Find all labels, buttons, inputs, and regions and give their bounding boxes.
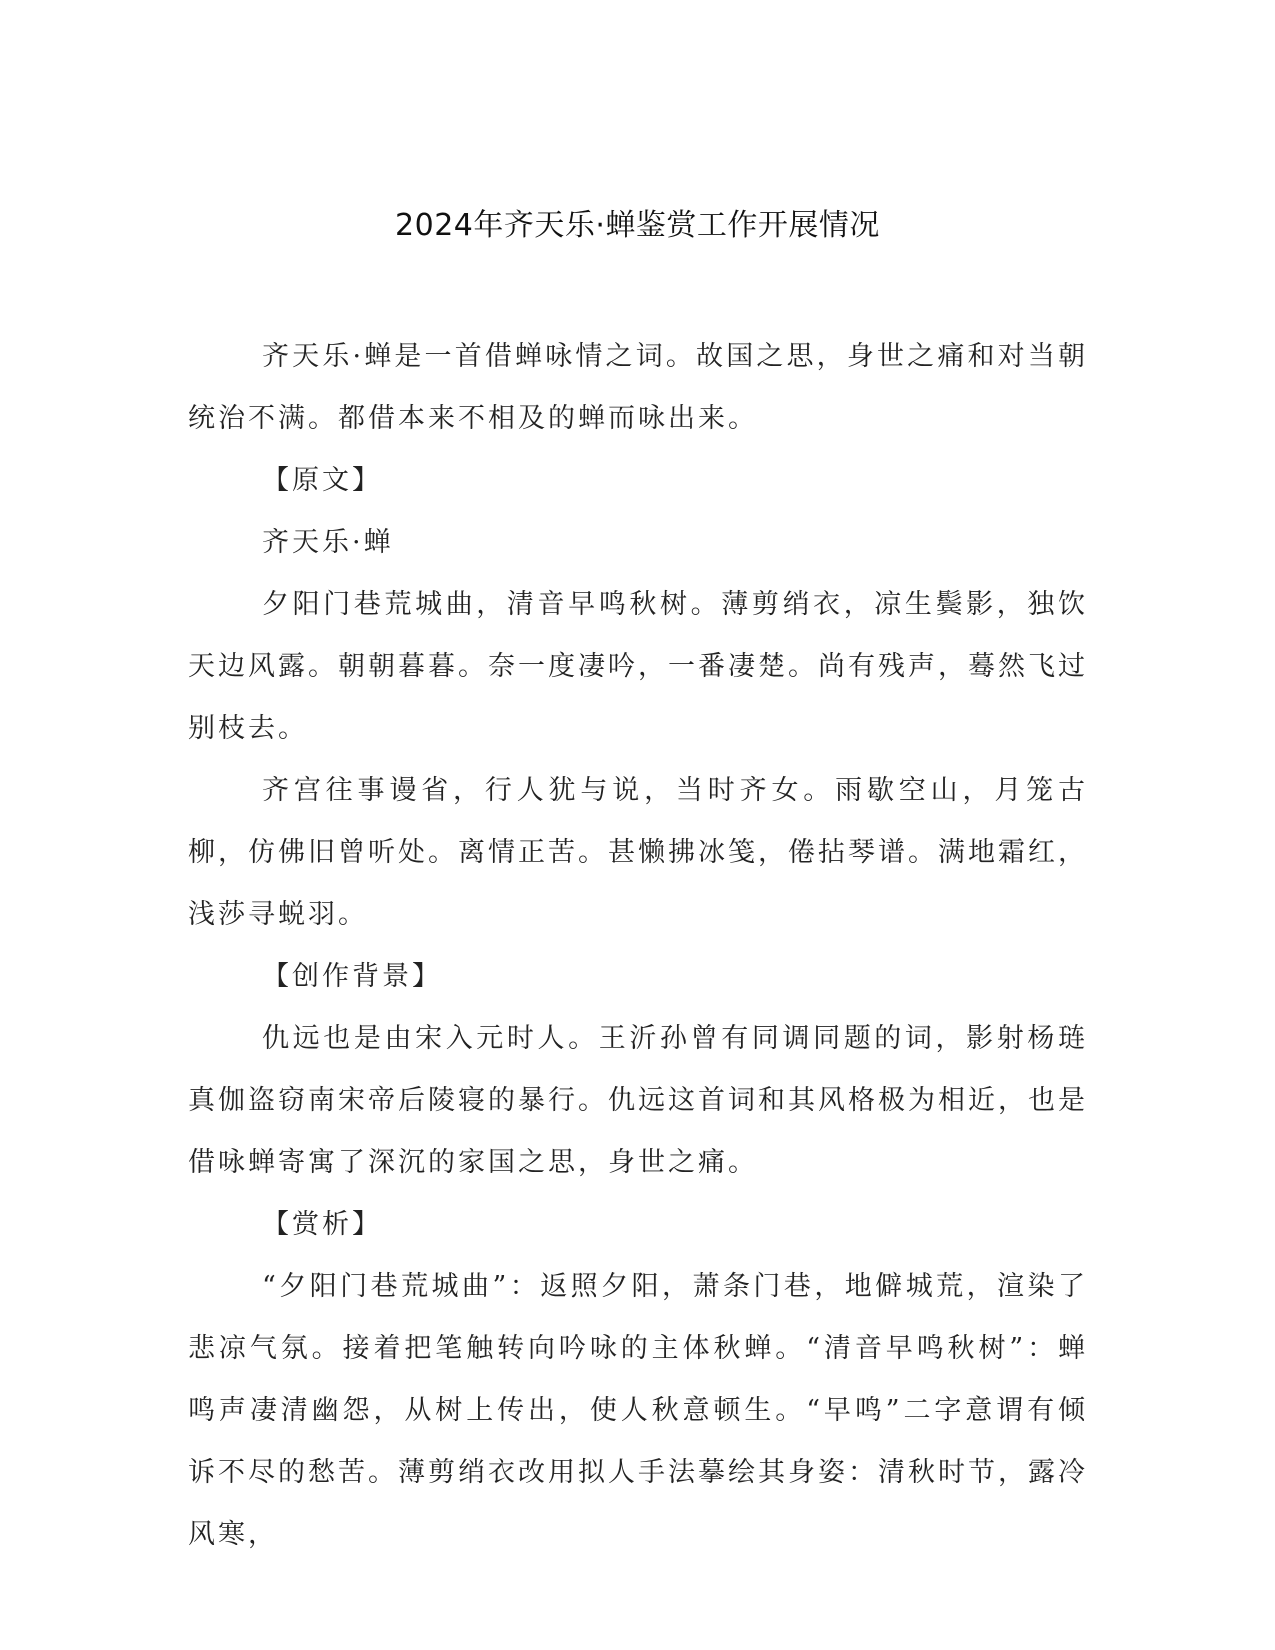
poem-stanza-1: 夕阳门巷荒城曲，清音早鸣秋树。薄剪绡衣，凉生鬓影，独饮天边风露。朝朝暮暮。奈一度凄吟，一番凄楚。尚有残声，蓦然飞过别枝去。 — [188, 589, 1088, 744]
section-heading-appreciation: 【赏析】 — [262, 1209, 382, 1240]
section-heading-background: 【创作背景】 — [262, 961, 442, 992]
paragraph-appreciation: “夕阳门巷荒城曲”：返照夕阳，萧条门巷，地僻城荒，渲染了悲凉气氛。接着把笔触转向吟咏的主体秋蝉。“清音早鸣秋树”：蝉鸣声凄清幽怨，从树上传出，使人秋意顿生。“早鸣”二字意谓有倾诉不尽的愁苦。薄剪绡衣改用拟人手法摹绘其身姿：清秋时节，露冷风寒， — [188, 1271, 1088, 1550]
paragraph-intro: 齐天乐·蝉是一首借蝉咏情之词。故国之思，身世之痛和对当朝统治不满。都借本来不相及的蝉而咏出来。 — [188, 341, 1088, 434]
document-body — [188, 326, 1088, 1566]
document-title: 2024年齐天乐·蝉鉴赏工作开展情况 — [395, 208, 880, 243]
poem-stanza-2: 齐宫往事谩省，行人犹与说，当时齐女。雨歇空山，月笼古柳，仿佛旧曾听处。离情正苦。甚懒拂冰笺，倦拈琴谱。满地霜红，浅莎寻蜕羽。 — [188, 775, 1088, 930]
paragraph-background: 仇远也是由宋入元时人。王沂孙曾有同调同题的词，影射杨琏真伽盗窃南宋帝后陵寝的暴行。仇远这首词和其风格极为相近，也是借咏蝉寄寓了深沉的家国之思，身世之痛。 — [188, 1023, 1088, 1178]
poem-title: 齐天乐·蝉 — [262, 527, 394, 558]
section-heading-original-text: 【原文】 — [262, 465, 382, 496]
